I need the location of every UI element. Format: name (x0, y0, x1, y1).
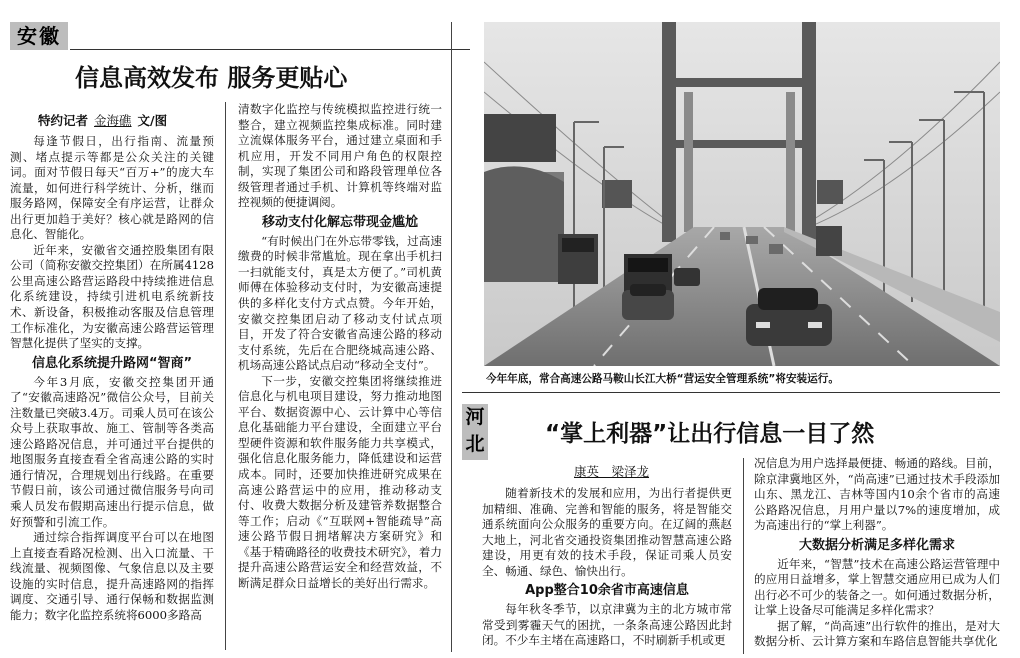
article-hebei-col1 (482, 486, 732, 656)
article-anhui-col1 (10, 134, 214, 646)
byline-hebei (568, 462, 655, 480)
paragraph: 近年来，“智慧”技术在高速公路运营管理中的应用日益增多，掌上智慧交通应用已成为人们出行必不可少的装备之一。如何通过数据分析，让掌上设备尽可能满足多样化需求？ (754, 556, 1000, 618)
section-divider-top (70, 49, 470, 50)
byline-suffix: 文/图 (137, 113, 168, 128)
article-anhui-col2 (238, 102, 442, 646)
byline-anhui (38, 111, 167, 129)
paragraph: 随着新技术的发展和应用，为出行者提供更加精细、准确、完善和智能的服务，将是智能交通系统面向公众服务的重要方向。在辽阔的燕赵大地上，河北省交通投资集团推动智慧高速公路建设，用更有效的技术手段，保证司乘人员安全、畅通、绿色、愉快出行。 (482, 486, 732, 578)
truck-right (816, 226, 842, 256)
column-divider (451, 22, 452, 652)
section-divider (462, 392, 1000, 393)
byline-role: 特约记者 (38, 113, 89, 128)
subheading: 大数据分析满足多样化需求 (798, 537, 955, 553)
headline-anhui: 信息高效发布 服务更贴心 (75, 64, 348, 92)
byline-author: 金海礁 (94, 113, 132, 128)
paragraph: 通过综合指挥调度平台可以在地图上直接查看路况检测、出入口流量、干线流量、视频图像、气象信息以及主要设施的实时信息，提升高速路网的指挥调度、交通引导、通行保畅和数据监测能力；数字化监控系统将6000多路高 (10, 530, 214, 622)
paragraph: 下一步，安徽交控集团将继续推进信息化与机电项目建设，努力推动地图平台、数据资源中心、云计算中心等信息化基础能力平台建设，全面建立平台型硬件资源和软件服务能力共享模式，强化信息化服务能力，降低建设和运营成本。同时，还要加快推进研究成果在高速公路营运中的应用，推动移动支付、收费大数据分析及建管养数据整合等工作；启动《“互联网+智能疏导”高速公路节假日拥堵解决方案研究》和《基于精确路径的收费技术研究》，着力提升高速公路营运安全和经营效益，不断满足群众日益增长的美好出行需求。 (238, 373, 442, 590)
paragraph: 清数字化监控与传统模拟监控进行统一整合，建立视频监控集成标准。同时建立流媒体服务平台，通过建立桌面和手机应用，开发不同用户角色的权限控制，实现了集团公司和路段管理单位各级管理者通过手机、计算机等终端对监控视频的便捷调阅。 (238, 102, 442, 210)
section-tag-hebei-line1: 河 (465, 406, 485, 428)
section-tag-hebei-line2: 北 (465, 433, 485, 455)
paragraph: 近年来，安徽省交通控股集团有限公司（简称安徽交控集团）在所属4128公里高速公路营运路段中持续推进信息化系统建设，持续引进机电系统新技术、新设备，积极推动客服及信息管理工作标准化，为安徽高速公路营运管理智慧化提供了坚实的支撑。 (10, 242, 214, 351)
paragraph: “有时候出门在外忘带零钱，过高速缴费的时候非常尴尬。现在拿出手机扫一扫就能支付，真是太方便了。”司机黄师傅在体验移动支付时，为安徽高速提供的多样化支付方式点赞。今年开始，安徽交控集团启动了移动支付试点项目，开发了符合安徽省高速公路的移动支付系统，先后在合肥绕城高速公路、机场高速公路试点启动“移动全支付”。 (238, 233, 442, 373)
paragraph: 据了解，“尚高速”出行软件的推出，是对大数据分析、云计算方案和车路信息智能共享优化 (754, 618, 1000, 649)
section-tag-hebei (462, 404, 488, 460)
car-small (674, 268, 700, 286)
column-divider (743, 458, 744, 654)
byline-authors: 康英 梁泽龙 (574, 464, 650, 479)
headline-hebei: “掌上利器”让出行信息一目了然 (545, 421, 875, 447)
subheading: 移动支付化解忘带现金尴尬 (261, 214, 418, 230)
subheading: 信息化系统提升路网“智商” (31, 355, 193, 371)
article-hebei-col2 (754, 456, 1000, 656)
bridge-photo-illustration (484, 22, 1000, 366)
road-sign (484, 114, 556, 162)
column-divider (225, 102, 226, 650)
photo-caption: 今年年底，常合高速公路马鞍山长江大桥“营运安全管理系统”将安装运行。 (486, 373, 839, 385)
subheading: App整合10余省市高速信息 (525, 583, 689, 599)
paragraph: 今年3月底，安徽交控集团开通了“安徽高速路况”微信公众号，目前关注数量已突破3.4万。司乘人员可在该公众号上获取事故、施工、管制等各类高速公路路况信息，并可通过平台提供的地图服务直接查看全省高速公路的实时通行情况，合理规划出行线路。在重要节假日前，该公司通过微信服务号向司乘人员发布假期高速出行提示信息，做好预警和引流工作。 (10, 374, 214, 529)
bridge-photo (484, 22, 1000, 366)
paragraph: 每年秋冬季节，以京津冀为主的北方城市常常受到雾霾天气的困扰，一条条高速公路因此封闭。不少车主堵在高速路口，不时刷新手机或更 (482, 602, 732, 648)
paragraph: 每逢节假日，出行指南、流量预测、堵点提示等都是公众关注的关键词。面对节假日每天“百万+”的庞大车流量，如何进行科学统计、分析，继而服务路网，保障安全有序运营，让群众出行更加趋于美好？核心就是路网的信息化、智能化。 (10, 134, 214, 242)
section-tag-anhui: 安徽 (10, 22, 68, 50)
paragraph: 况信息为用户选择最便捷、畅通的路线。目前，除京津冀地区外，“尚高速”已通过技术手段添加山东、黑龙江、吉林等国内10余个省市的高速公路路况信息，月用户量以7%的速度增加，成为高速出行的“掌上利器”。 (754, 456, 1000, 533)
truck-left (558, 234, 598, 284)
